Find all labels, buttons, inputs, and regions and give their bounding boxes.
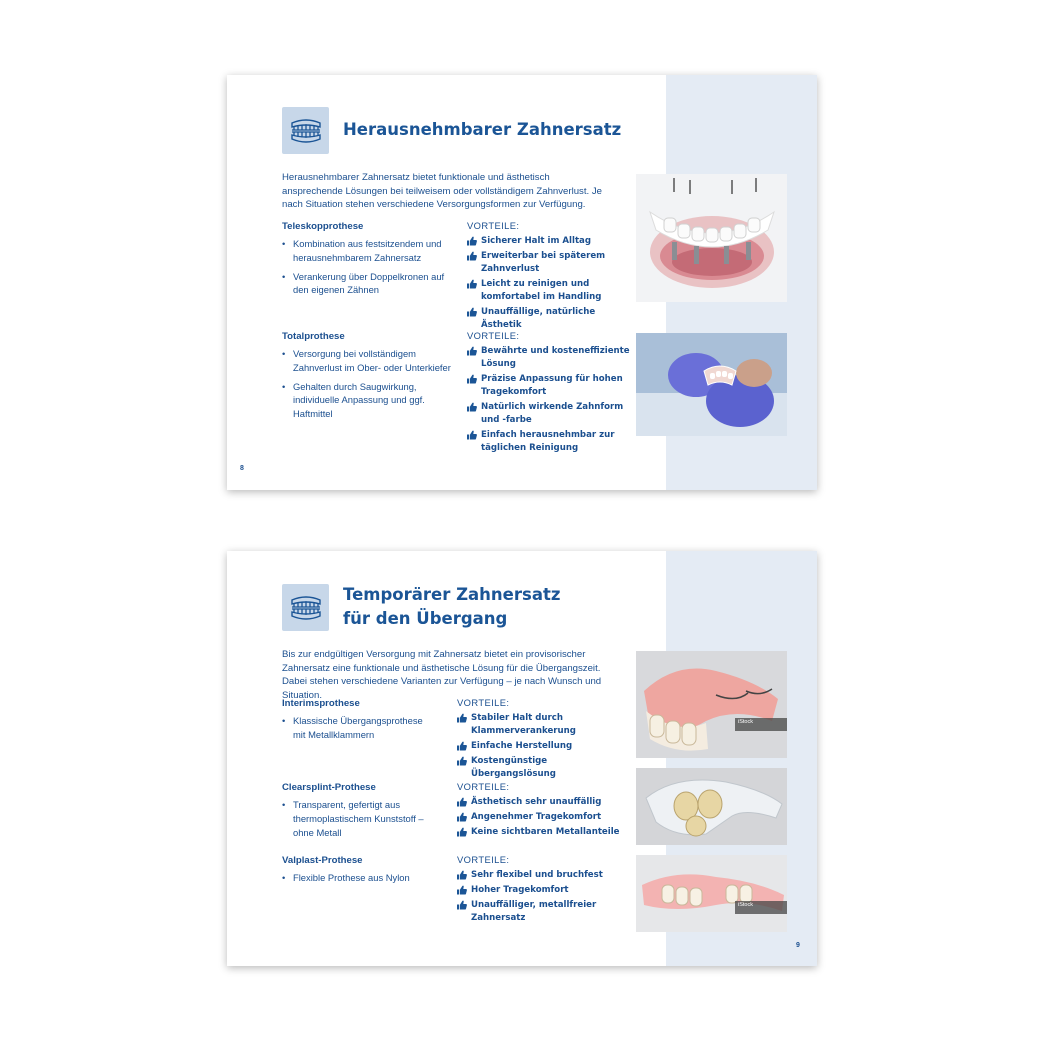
advantage-item: Keine sichtbaren Metallanteile — [457, 826, 632, 839]
advantages-interimsprothese — [457, 697, 632, 783]
advantage-item: Leicht zu reinigen und komfortabel im Handling — [467, 278, 632, 304]
bullet-item: • Klassische Übergangsprothese mit Metallklammern — [282, 714, 432, 742]
thumbs-up-icon — [467, 430, 477, 440]
bullet-item: • Flexible Prothese aus Nylon — [282, 871, 442, 885]
advantages-clearsplint-prothese — [457, 781, 632, 841]
dentist-gloves-photo — [636, 333, 787, 436]
bullet-item: • Transparent, gefertigt aus thermoplastischem Kunststoff – ohne Metall — [282, 798, 442, 839]
page-title-line1: Temporärer Zahnersatz — [343, 585, 561, 604]
advantage-item: Hoher Tragekomfort — [457, 884, 632, 897]
advantage-item: Sehr flexibel und bruchfest — [457, 869, 632, 882]
thumbs-up-icon — [457, 827, 467, 837]
page-number: 9 — [796, 942, 800, 949]
advantage-item: Natürlich wirkende Zahnform und -farbe — [467, 401, 632, 427]
section-title: Totalprothese — [282, 331, 345, 342]
advantages-heading: VORTEILE: — [467, 330, 520, 341]
bullet-item: • Gehalten durch Saugwirkung, individuelle Anpassung und ggf. Haftmittel — [282, 380, 457, 421]
advantage-item: Ästhetisch sehr unauffällig — [457, 796, 632, 809]
thumbs-up-icon — [467, 279, 477, 289]
section-interimsprothese — [282, 697, 432, 747]
advantage-item: Stabiler Halt durch Klammerverankerung — [457, 712, 632, 738]
clearsplint-photo — [636, 768, 787, 845]
advantage-item: Unauffällige, natürliche Ästhetik — [467, 306, 632, 332]
thumbs-up-icon — [467, 251, 477, 261]
page-title-line2: für den Übergang — [343, 609, 508, 628]
advantage-item: Erweiterbar bei späterem Zahnverlust — [467, 250, 632, 276]
intro-text: Herausnehmbarer Zahnersatz bietet funktionale und ästhetisch ansprechende Lösungen bei teilweisem oder vollständigem Zahnverlust. Je nach Situation stehen verschiedene Versorgungsformen zur Verfügung. — [282, 172, 602, 211]
section-title: Valplast-Prothese — [282, 855, 363, 866]
implant-denture-photo — [636, 174, 787, 302]
page-title: Herausnehmbarer Zahnersatz — [343, 120, 622, 139]
advantage-item: Angenehmer Tragekomfort — [457, 811, 632, 824]
bullet-item: • Versorgung bei vollständigem Zahnverlust im Ober- oder Unterkiefer — [282, 347, 457, 375]
section-teleskopprothese — [282, 220, 457, 302]
interim-denture-photo — [636, 651, 787, 758]
advantage-item: Sicherer Halt im Alltag — [467, 235, 632, 248]
thumbs-up-icon — [457, 756, 467, 766]
istock-watermark: iStock — [735, 901, 787, 914]
advantage-item: Kostengünstige Übergangslösung — [457, 755, 632, 781]
thumbs-up-icon — [457, 812, 467, 822]
section-valplast-prothese — [282, 854, 442, 890]
valplast-photo — [636, 855, 787, 932]
thumbs-up-icon — [457, 900, 467, 910]
intro-text: Bis zur endgültigen Versorgung mit Zahnersatz bietet ein provisorischer Zahnersatz eine funktionale und ästhetische Lösung für die Übergangszeit. Dabei stehen verschiedene Varianten zur Verfügung – je nach Wunsch und Situation. — [282, 649, 602, 701]
dentures-icon — [282, 107, 329, 154]
advantages-heading: VORTEILE: — [457, 697, 510, 708]
brochure-page-8 — [227, 75, 817, 490]
section-title: Clearsplint-Prothese — [282, 782, 376, 793]
thumbs-up-icon — [457, 741, 467, 751]
thumbs-up-icon — [457, 797, 467, 807]
advantage-item: Unauffälliger, metallfreier Zahnersatz — [457, 899, 632, 925]
advantage-item: Präzise Anpassung für hohen Tragekomfort — [467, 373, 632, 399]
thumbs-up-icon — [467, 236, 477, 246]
bullet-item: • Verankerung über Doppelkronen auf den eigenen Zähnen — [282, 270, 457, 298]
thumbs-up-icon — [467, 346, 477, 356]
section-clearsplint-prothese — [282, 781, 442, 844]
section-totalprothese — [282, 330, 457, 426]
advantage-item: Einfache Herstellung — [457, 740, 632, 753]
thumbs-up-icon — [457, 713, 467, 723]
thumbs-up-icon — [457, 885, 467, 895]
brochure-page-9 — [227, 551, 817, 966]
thumbs-up-icon — [457, 870, 467, 880]
bullet-item: • Kombination aus festsitzendem und herausnehmbarem Zahnersatz — [282, 237, 457, 265]
advantages-teleskopprothese — [467, 220, 632, 334]
thumbs-up-icon — [467, 402, 477, 412]
section-title: Interimsprothese — [282, 698, 360, 709]
advantage-item: Einfach herausnehmbar zur täglichen Reinigung — [467, 429, 632, 455]
advantage-item: Bewährte und kosteneffiziente Lösung — [467, 345, 632, 371]
dentures-icon — [282, 584, 329, 631]
thumbs-up-icon — [467, 374, 477, 384]
section-title: Teleskopprothese — [282, 221, 364, 232]
advantages-heading: VORTEILE: — [457, 854, 510, 865]
advantages-heading: VORTEILE: — [467, 220, 520, 231]
advantages-totalprothese — [467, 330, 632, 457]
page-title — [343, 583, 560, 631]
istock-watermark: iStock — [735, 718, 787, 731]
advantages-valplast-prothese — [457, 854, 632, 927]
page-number: 8 — [240, 465, 244, 472]
advantages-heading: VORTEILE: — [457, 781, 510, 792]
thumbs-up-icon — [467, 307, 477, 317]
